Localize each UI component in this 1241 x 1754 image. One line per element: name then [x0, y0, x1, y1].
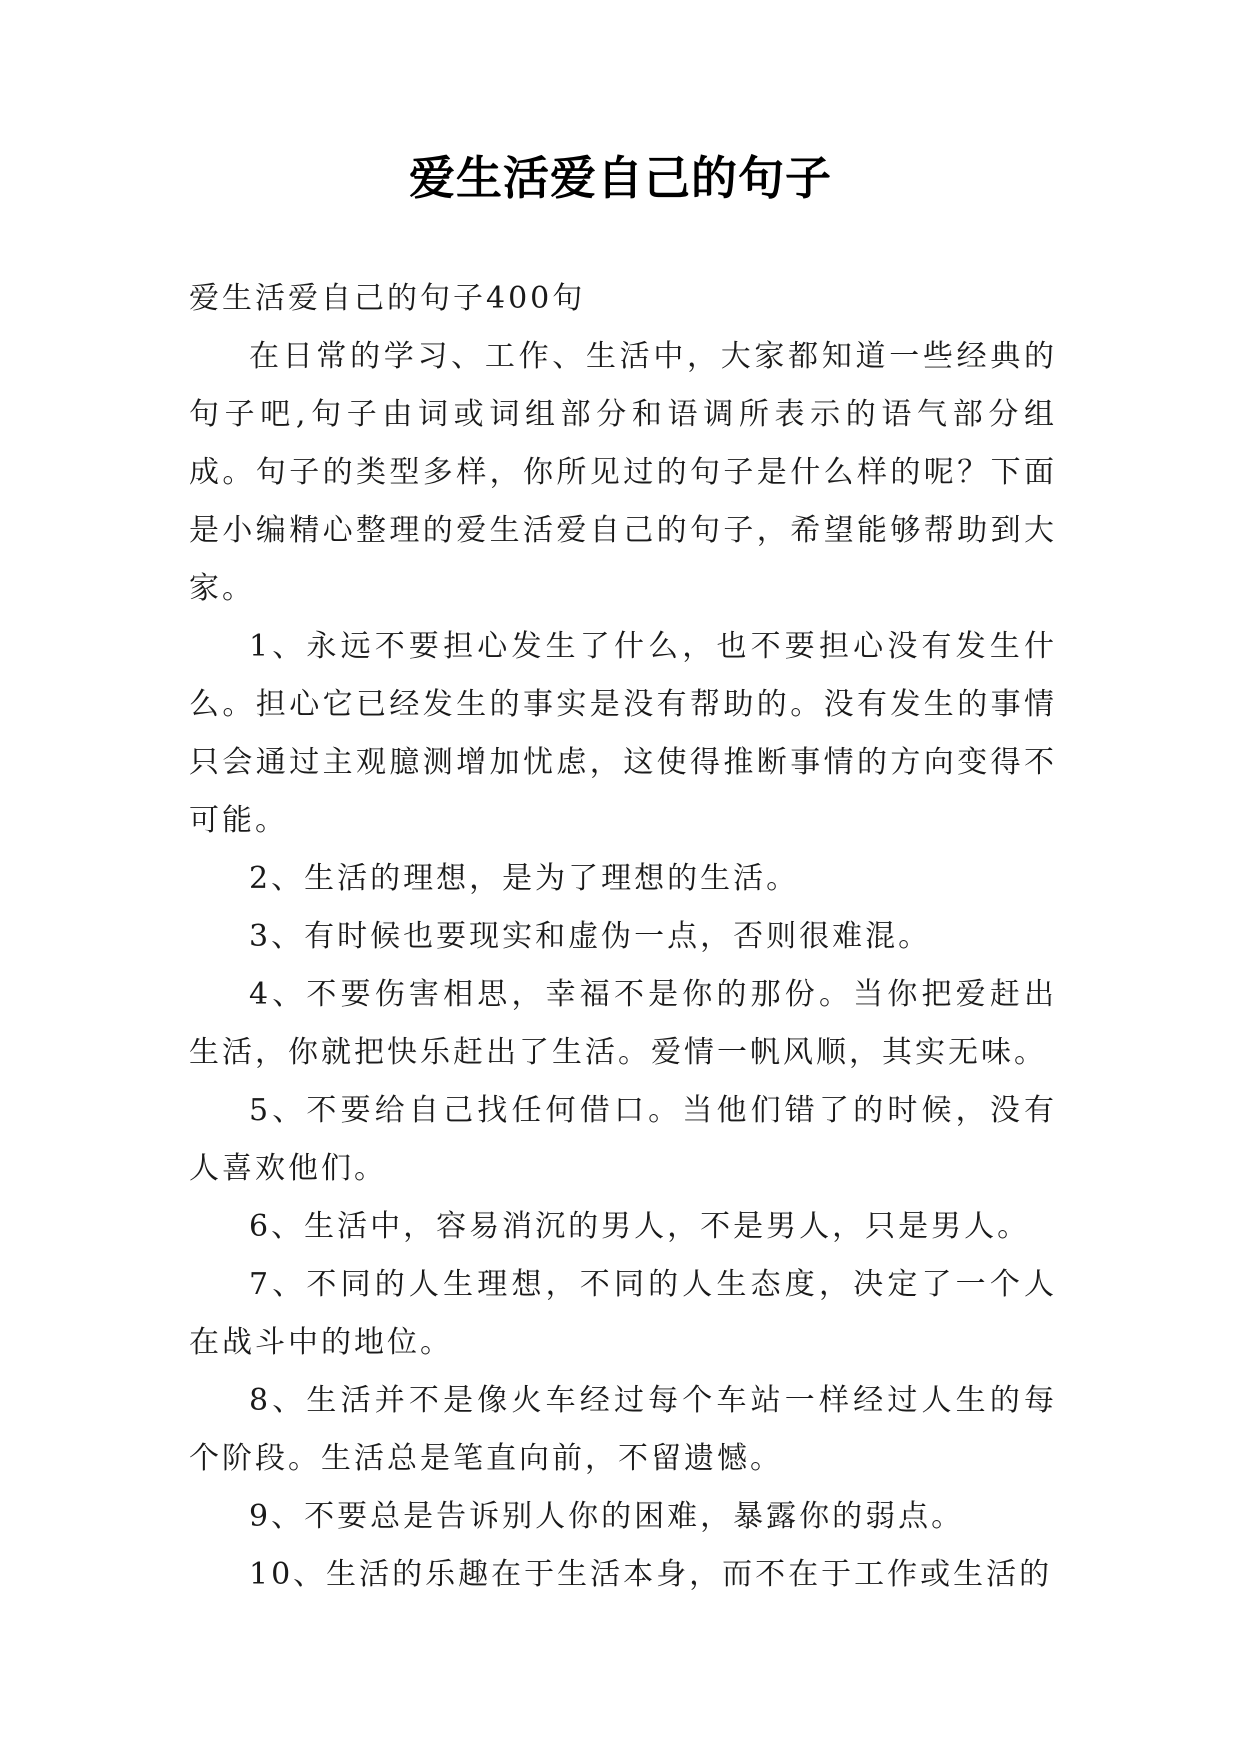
- quote-paragraph-6: 6、生活中，容易消沉的男人，不是男人，只是男人。: [249, 1209, 1031, 1244]
- document-body: [189, 270, 1057, 1604]
- quote-paragraph-2: 2、生活的理想，是为了理想的生活。: [249, 861, 800, 896]
- document-title: 爱生活爱自己的句子: [409, 151, 832, 205]
- quote-paragraph-3: 3、有时候也要现实和虚伪一点，否则很难混。: [249, 919, 932, 954]
- quote-paragraph-10: 10、生活的乐趣在于生活本身，而不在于工作或生活的: [249, 1557, 1053, 1592]
- quote-paragraph-8: 8、生活并不是像火车经过每个车站一样经过人生的每个阶段。生活总是笔直向前，不留遗憾。: [189, 1383, 1057, 1476]
- quote-paragraph-5: 5、不要给自己找任何借口。当他们错了的时候，没有人喜欢他们。: [189, 1093, 1057, 1186]
- quote-paragraph-4: 4、不要伤害相思，幸福不是你的那份。当你把爱赶出生活，你就把快乐赶出了生活。爱情一帆风顺，其实无味。: [189, 977, 1057, 1070]
- quote-paragraph-9: 9、不要总是告诉别人你的困难，暴露你的弱点。: [249, 1499, 965, 1534]
- document-subtitle: 爱生活爱自己的句子400句: [189, 281, 586, 316]
- quote-paragraph-7: 7、不同的人生理想，不同的人生态度，决定了一个人在战斗中的地位。: [189, 1267, 1057, 1360]
- quote-paragraph-1: 1、永远不要担心发生了什么，也不要担心没有发生什么。担心它已经发生的事实是没有帮助的。没有发生的事情只会通过主观臆测增加忧虑，这使得推断事情的方向变得不可能。: [189, 629, 1057, 838]
- intro-paragraph: 在日常的学习、工作、生活中，大家都知道一些经典的句子吧,句子由词或词组部分和语调所表示的语气部分组成。句子的类型多样，你所见过的句子是什么样的呢？下面是小编精心整理的爱生活爱自己的句子，希望能够帮助到大家。: [189, 339, 1057, 606]
